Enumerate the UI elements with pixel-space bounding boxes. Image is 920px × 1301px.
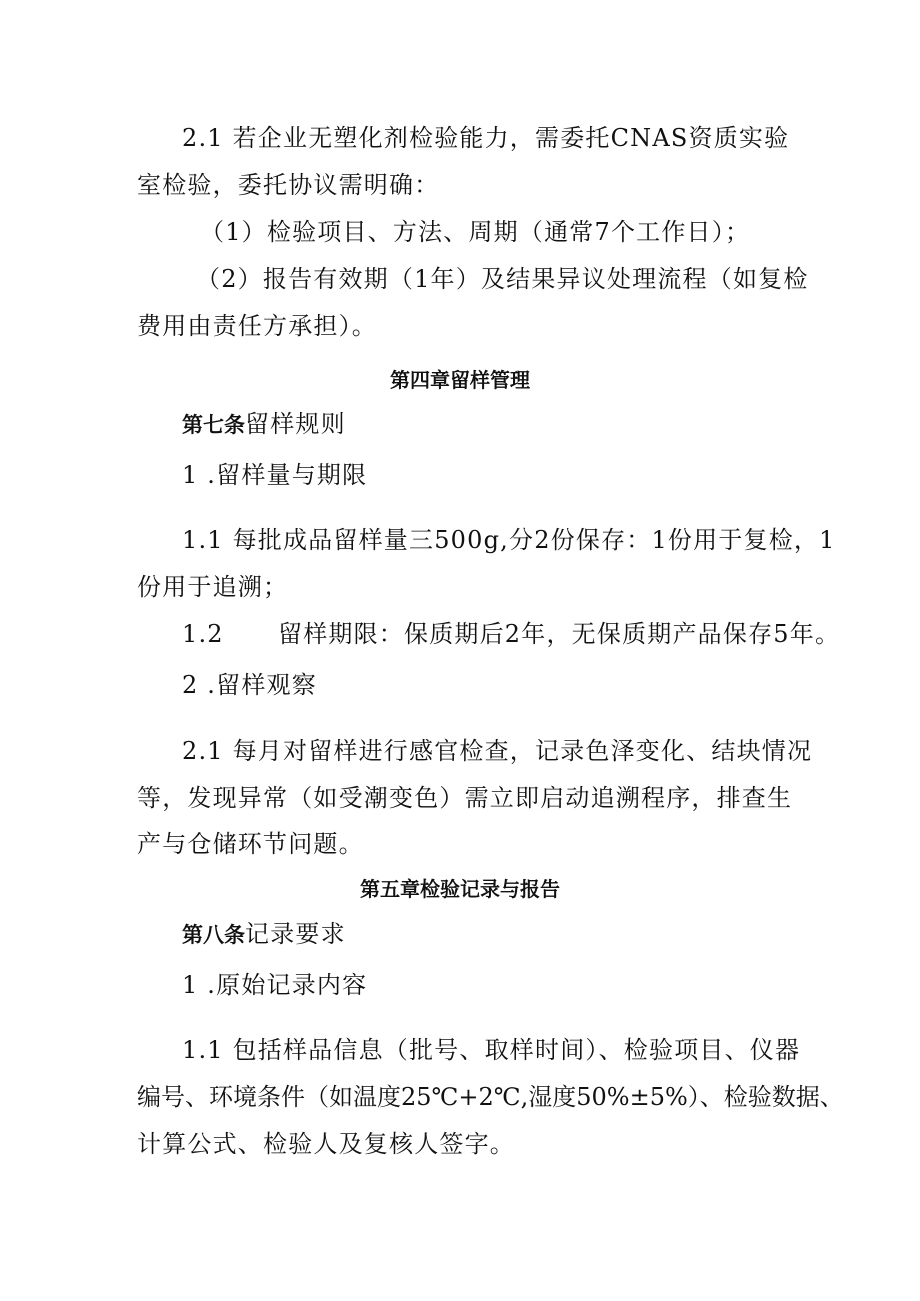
- paragraph-records-line-3: 计算公式、检验人及复核人签字。: [137, 1130, 515, 1158]
- subsection-1-heading: 1 .留样量与期限: [182, 461, 368, 489]
- paragraph-records-line-1: 1.1 包括样品信息（批号、取样时间）、检验项目、仪器: [182, 1036, 801, 1064]
- paragraph-1-2-number: 1.2: [182, 620, 224, 648]
- chapter-4-title: 第四章留样管理: [390, 368, 530, 392]
- paragraph-2-1b-line-2: 等，发现异常（如受潮变色）需立即启动追溯程序，排查生: [137, 784, 793, 812]
- chapter-5-title: 第五章检验记录与报告: [360, 877, 560, 901]
- article-8-heading: [182, 918, 346, 951]
- article-7-title: 留样规则: [245, 410, 346, 438]
- article-8-title: 记录要求: [245, 920, 346, 948]
- list-item-2-line-2: 费用由责任方承担）。: [137, 312, 377, 340]
- paragraph-2-1b-line-1: 2.1 每月对留样进行感官检查，记录色泽变化、结块情况: [182, 737, 813, 765]
- paragraph-2-1-line-1: 2.1 若企业无塑化剂检验能力，需委托CNAS资质实验: [182, 124, 790, 152]
- article-8-label: 第八条: [182, 923, 245, 947]
- list-item-1: （1）检验项目、方法、周期（通常7个工作日）；: [200, 218, 751, 246]
- paragraph-2-1-line-2: 室检验，委托协议需明确：: [137, 171, 440, 199]
- list-item-2-line-1: （2）报告有效期（1年）及结果异议处理流程（如复检: [196, 265, 809, 293]
- paragraph-records-line-2: 编号、环境条件（如温度25℃+2℃,湿度50%±5%）、检验数据、: [137, 1083, 844, 1111]
- paragraph-2-1b-line-3: 产与仓储环节问题。: [137, 830, 364, 858]
- subsection-2-heading: 2 .留样观察: [182, 671, 317, 699]
- article-7-heading: [182, 408, 346, 441]
- paragraph-1-1-line-1: 1.1 每批成品留样量三500g,分2份保存：1份用于复检，1: [182, 526, 836, 554]
- subsection-1-records-heading: 1 .原始记录内容: [182, 971, 368, 999]
- paragraph-1-2-text: 留样期限：保质期后2年，无保质期产品保存5年。: [278, 620, 841, 648]
- article-7-label: 第七条: [182, 413, 245, 437]
- paragraph-1-1-line-2: 份用于追溯；: [137, 573, 289, 601]
